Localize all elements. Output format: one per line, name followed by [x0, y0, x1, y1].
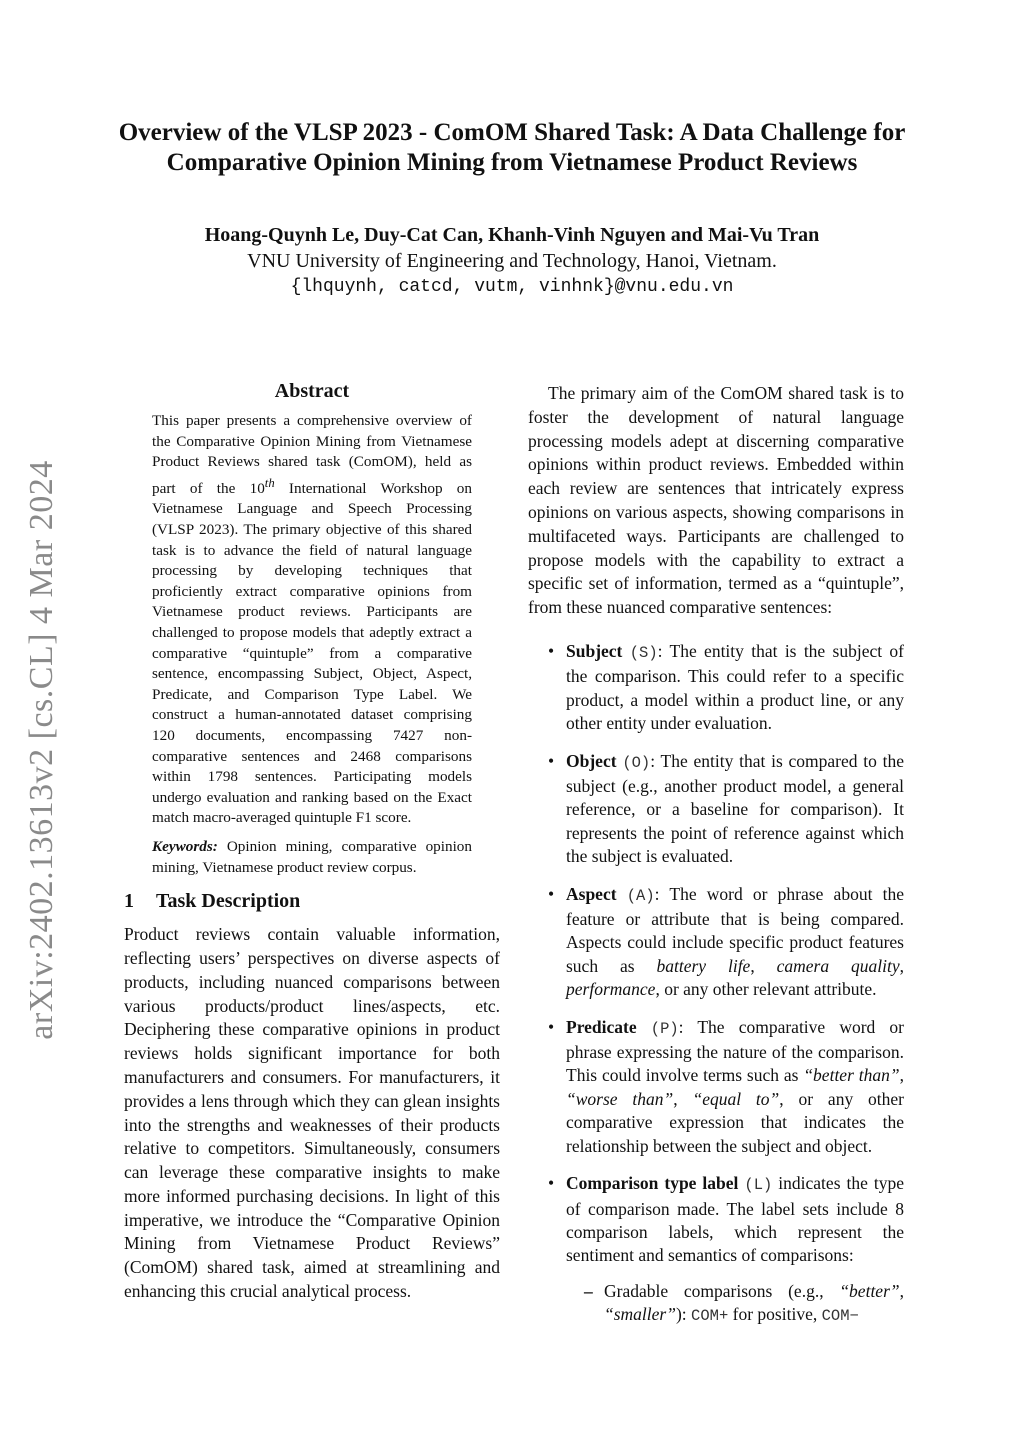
example-predicate-1: “better than”	[803, 1065, 900, 1086]
sep-aspect-1: ,	[750, 955, 777, 976]
author-names: Hoang-Quynh Le, Duy-Cat Can, Khanh-Vinh Nguyen and Mai-Vu Tran	[204, 224, 820, 246]
abstract-text	[152, 411, 472, 829]
keywords	[152, 837, 472, 878]
list-item	[528, 640, 904, 736]
gradable-example-2: “smaller”	[604, 1304, 676, 1325]
bullet-marker: •	[548, 1173, 555, 1194]
bullet-marker: •	[548, 883, 555, 904]
arxiv-identifier: arXiv:2402.13613v2 [cs.CL] 4 Mar 2024	[23, 460, 60, 1040]
list-item	[528, 1016, 904, 1158]
list-item	[528, 883, 904, 1002]
code-com-plus: COM+	[691, 1307, 729, 1326]
author-affiliation: VNU University of Engineering and Technology, Hanoi, Vietnam.	[247, 250, 777, 272]
gradable-sep-1: ,	[899, 1280, 904, 1301]
text-predicate-1: : The comparative word or phrase expressing the nature of the comparison. This could involve terms such as	[566, 1016, 905, 1086]
example-predicate-2: “worse than”	[566, 1088, 674, 1109]
abstract-superscript: th	[264, 475, 275, 490]
task-description-paragraph: Product reviews contain valuable information, reflecting users’ perspectives on diverse aspects of products, including nuanced comparisons between various products/product lines/aspects, etc. Deciphering these comparative opinions in product reviews holds significant importance for both manufacturers and consumers. For manufacturers, it provides a lens through which they can glean insights into the strengths and weaknesses of their products relative to competitors. Simultaneously, consumers can leverage these comparative insights to make more informed purchasing decisions. In light of this imperative, we introduce the “Comparative Opinion Mining from Vietnamese Product Reviews” (ComOM) shared task, aimed at streamlining and enhancing this crucial analytical process.	[124, 924, 500, 1302]
text-predicate-2: , or any other comparative expression that indicates the relationship between the subject and object.	[566, 1088, 904, 1156]
example-aspect-1: battery life	[656, 955, 751, 976]
sep-aspect-2: ,	[899, 955, 904, 976]
abstract-part-1: This paper presents a comprehensive overview of the Comparative Opinion Mining from Vietnamese Product Reviews shared task (ComOM), held as part of the 10	[152, 412, 472, 497]
intro-paragraph: The primary aim of the ComOM shared task is to foster the development of natural language processing models adept at discerning comparative opinions within product reviews. Embedded within each review are sentences that intricately express opinions on various aspects, showing comparisons in multifaceted ways. Participants are challenged to propose models with the capability to extract a specific set of information, termed as a “quintuple”, from these nuanced comparative sentences:	[528, 383, 904, 618]
arxiv-sidebar	[12, 440, 72, 1060]
keywords-label: Keywords:	[152, 837, 218, 855]
gradable-text-3: for positive,	[728, 1304, 822, 1325]
text-aspect-2: , or any other relevant attribute.	[655, 979, 877, 1000]
text-subject: : The entity that is the subject of the comparison. This could refer to a specific product, a model within a product line, or any other entity under evaluation.	[566, 640, 905, 734]
gradable-example-1: “better”	[839, 1280, 900, 1301]
example-aspect-3: performance	[566, 979, 656, 1000]
text-aspect-1: : The word or phrase about the feature or attribute that is being compared. Aspects could include specific product features such as	[566, 883, 904, 976]
bullet-marker: •	[548, 1016, 555, 1037]
term-aspect: Aspect	[566, 883, 617, 904]
sep-predicate-2: ,	[673, 1088, 693, 1109]
example-predicate-3: “equal to”	[692, 1088, 780, 1109]
keywords-text: Opinion mining, comparative opinion mining, Vietnamese product review corpus.	[152, 837, 472, 876]
gradable-text-1: Gradable comparisons (e.g.,	[604, 1280, 840, 1301]
section-title: Task Description	[156, 890, 301, 913]
abstract-heading: Abstract	[274, 380, 350, 402]
term-label: Comparison type label	[566, 1173, 739, 1194]
code-object: (O)	[622, 753, 651, 772]
list-item	[528, 1172, 904, 1328]
sub-list-item	[566, 1280, 904, 1329]
author-block	[110, 222, 914, 300]
paper-title: Overview of the VLSP 2023 - ComOM Shared Task: A Data Challenge for Comparative Opinion Mining from Vietnamese Product Reviews	[118, 119, 906, 176]
bullet-marker: •	[548, 640, 555, 661]
list-item	[528, 750, 904, 869]
gradable-text-2: ):	[675, 1304, 692, 1325]
quintuple-list	[528, 640, 904, 1329]
abstract-part-2: International Workshop on Vietnamese Language and Speech Processing (VLSP 2023). The primary objective of this shared task is to advance the field of natural language processing by developing techniques that proficiently extract comparative opinions from Vietnamese product reviews. Participants are challenged to propose models that adeptly extract a comparative “quintuple” from a comparative sentence, encompassing Subject, Object, Aspect, Predicate, and Comparison Type Label. We construct a human-annotated dataset comprising 120 documents, encompassing 7427 non-comparative sentences and 2468 comparisons within 1798 sentences. Participating models undergo evaluation and ranking based on the Exact match macro-averaged quintuple F1 score.	[152, 479, 472, 827]
code-subject: (S)	[629, 643, 658, 662]
code-predicate: (P)	[650, 1019, 679, 1038]
section-number: 1	[124, 890, 134, 913]
left-column	[124, 380, 500, 1304]
term-predicate: Predicate	[566, 1016, 637, 1037]
sep-predicate-1: ,	[899, 1065, 904, 1086]
bullet-marker: •	[548, 750, 555, 771]
dash-marker: –	[584, 1280, 593, 1301]
text-object: : The entity that is compared to the subject (e.g., another product model, a general reference, or a baseline for comparison). It represents the point of reference against which the subject is evaluated.	[566, 750, 904, 867]
author-emails: {lhquynh, catcd, vutm, vinhnk}@vnu.edu.vn	[290, 277, 734, 297]
code-com-minus: COM−	[821, 1307, 859, 1326]
example-aspect-2: camera quality	[776, 955, 900, 976]
code-aspect: (A)	[626, 886, 655, 905]
code-label: (L)	[744, 1176, 773, 1195]
term-object: Object	[566, 750, 617, 771]
label-sublist	[566, 1280, 904, 1329]
section-heading	[124, 890, 500, 913]
right-column	[528, 382, 904, 1343]
term-subject: Subject	[566, 640, 623, 661]
text-label: indicates the type of comparison made. The label sets include 8 comparison labels, which represent the sentiment and semantics of comparisons:	[566, 1173, 904, 1266]
